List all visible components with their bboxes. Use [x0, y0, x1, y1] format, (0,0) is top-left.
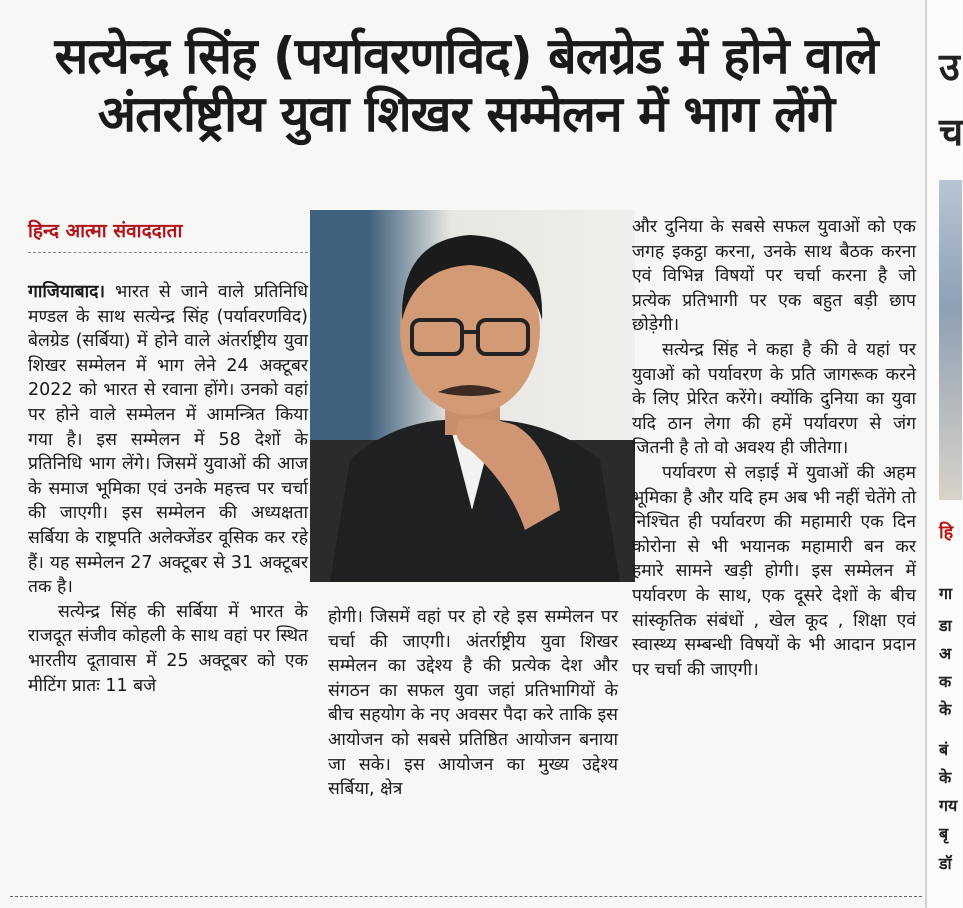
column-1 [28, 280, 308, 698]
headline-line-2: अंतर्राष्ट्रीय युवा शिखर सम्मेलन में भाग लेंगे [97, 84, 835, 143]
dateline: गाजियाबाद। [28, 282, 106, 302]
headline-line-1: सत्येन्द्र सिंह (पर्यावरणविद) बेलग्रेड में होने वाले [54, 27, 878, 85]
adjacent-text-line: गय [939, 796, 958, 815]
column-1-paragraph-2: सत्येन्द्र सिंह की सर्बिया में भारत के राजदूत संजीव कोहली के साथ वहां पर स्थित भारतीय दूतावास में 25 अक्टूबर को एक मीटिंग प्रातः 11 बजे [28, 601, 308, 696]
portrait-photo [310, 210, 635, 582]
adjacent-article-strip [925, 0, 962, 908]
column-1-paragraph-1: भारत से जाने वाले प्रतिनिधि मण्डल के साथ सत्येन्द्र सिंह (पर्यावरणविद) बेलग्रेड (सर्बिया) में होने वाले अंतर्राष्ट्रीय युवा शिखर सम्मेलन में भाग लेने 24 अक्टूबर 2022 को भारत से रवाना होंगे। उनको वहां पर होने वाले सम्मेलन में आमन्त्रित किया गया है। इस सम्मेलन में 58 देशों के प्रतिनिधि भाग लेंगे। जिसमें युवाओं की आज के समाज भूमिका एवं उनके महत्त्व पर चर्चा की जाएगी। इस सम्मेलन की अध्यक्षता सर्बिया के राष्ट्रपति अलेक्जेंडर वूसिक कर रहे हैं। यह सम्मेलन 27 अक्टूबर से 31 अक्टूबर तक है। [28, 282, 308, 598]
byline-divider [28, 252, 308, 253]
adjacent-headline-char-2: च [939, 110, 963, 154]
byline: हिन्द आत्मा संवाददाता [28, 220, 183, 242]
adjacent-headline-char-1: उ [939, 45, 960, 89]
adjacent-text-line: डॉ [939, 854, 952, 873]
column-3-paragraph-1: और दुनिया के सबसे सफल युवाओं को एक जगह इकट्ठा करना, उनके साथ बैठक करना एवं विभिन्न विषयों पर चर्चा करना है जो प्रत्येक प्रतिभागी पर एक बहुत बड़ी छाप छोड़ेगी। [632, 217, 916, 336]
adjacent-text-line: अ [939, 644, 952, 663]
bottom-divider [10, 896, 922, 897]
column-3-paragraph-3: पर्यावरण से लड़ाई में युवाओं की अहम भूमिका है और यदि हम अब भी नहीं चेतेंगे तो निश्चित ही पर्यावरण की महामारी एक दिन कोरोना से भी भयानक महामारी बन कर हमारे सामने खड़ी होगी। इस सम्मेलन में पर्यावरण के साथ, एक दूसरे देशों के बीच सांस्कृतिक संबंधों , खेल कूद , शिक्षा एवं स्वास्थ्य सम्बन्धी विषयों के भी आदान प्रदान पर चर्चा की जाएगी। [632, 462, 916, 680]
adjacent-text-line: बृ [939, 824, 949, 843]
headline [10, 28, 922, 143]
portrait-illustration [310, 210, 635, 582]
column-2 [328, 605, 618, 802]
adjacent-text-line: डा [939, 616, 952, 635]
column-2-paragraph-1: होगी। जिसमें वहां पर हो रहे इस सम्मेलन पर चर्चा की जाएगी। अंतर्राष्ट्रीय युवा शिखर सम्मेलन का उद्देश्य है की प्रत्येक देश और संगठन का सफल युवा जहां प्रतिभागियों के बीच सहयोग के नए अवसर पैदा करे ताकि इस आयोजन को सबसे प्रतिष्ठित आयोजन बनाया जा सके। इस आयोजन का मुख्य उद्देश्य सर्बिया, क्षेत्र [328, 607, 618, 800]
column-3-paragraph-2: सत्येन्द्र सिंह ने कहा है की वे यहां पर युवाओं को पर्यावरण के प्रति जागरूक करने के लिए प्रेरित करेंगे। क्योंकि दुनिया का युवा यदि ठान लेगा की हमें पर्यावरण से जंग जितनी है तो वो अवश्य ही जीतेगा। [632, 339, 916, 459]
adjacent-text-line: के [939, 700, 952, 719]
adjacent-text-line: बं [939, 740, 949, 759]
adjacent-text-line: गा [939, 584, 953, 603]
adjacent-text-line: के [939, 768, 952, 787]
adjacent-byline: हि [939, 522, 954, 543]
adjacent-text-line: क [939, 672, 952, 691]
adjacent-photo [939, 180, 962, 500]
column-3 [632, 215, 916, 682]
